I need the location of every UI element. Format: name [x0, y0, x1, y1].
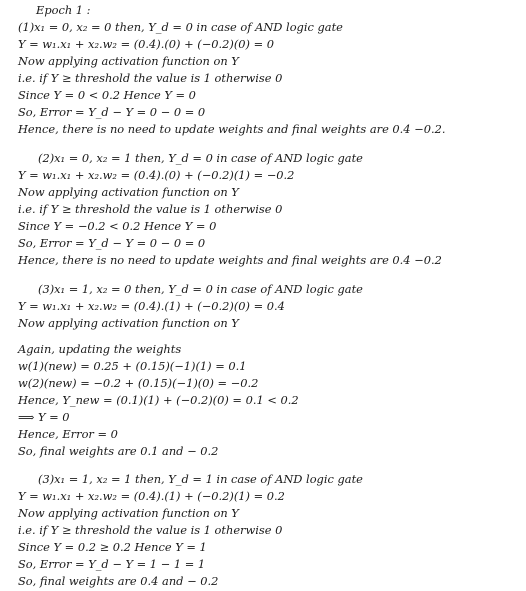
case1-line: (1)x₁ = 0, x₂ = 0 then, Y_d = 0 in case of AND logic gate: [18, 20, 343, 34]
update-line: Again, updating the weights: [18, 342, 182, 356]
case2-line: Hence, there is no need to update weights and final weights are 0.4 −0.2: [18, 253, 442, 267]
case4-line: Since Y = 0.2 ≥ 0.2 Hence Y = 1: [18, 540, 207, 554]
case1-line: Now applying activation function on Y: [18, 54, 239, 68]
update-line: w(1)(new) = 0.25 + (0.15)(−1)(1) = 0.1: [18, 359, 247, 373]
case1-line: Hence, there is no need to update weights and final weights are 0.4 −0.2.: [18, 122, 446, 136]
case4-line: So, final weights are 0.4 and − 0.2: [18, 574, 219, 588]
case4-line: Y = w₁.x₁ + x₂.w₂ = (0.4).(1) + (−0.2)(1) = 0.2: [18, 489, 285, 503]
case1-line: Since Y = 0 < 0.2 Hence Y = 0: [18, 88, 196, 102]
case3-line: (3)x₁ = 1, x₂ = 0 then, Y_d = 0 in case of AND logic gate: [38, 282, 363, 296]
update-line: Hence, Error = 0: [18, 427, 118, 441]
case4-line: Now applying activation function on Y: [18, 506, 239, 520]
case2-line: (2)x₁ = 0, x₂ = 1 then, Y_d = 0 in case of AND logic gate: [38, 151, 363, 165]
update-line: ⟹ Y = 0: [18, 410, 70, 424]
case4-line: i.e. if Y ≥ threshold the value is 1 otherwise 0: [18, 523, 283, 537]
case3-line: Y = w₁.x₁ + x₂.w₂ = (0.4).(1) + (−0.2)(0) = 0.4: [18, 299, 285, 313]
case3-line: Now applying activation function on Y: [18, 316, 239, 330]
case2-line: Now applying activation function on Y: [18, 185, 239, 199]
case2-line: So, Error = Y_d − Y = 0 − 0 = 0: [18, 236, 206, 250]
case4-line: (3)x₁ = 1, x₂ = 1 then, Y_d = 1 in case of AND logic gate: [38, 472, 363, 486]
update-line: w(2)(new) = −0.2 + (0.15)(−1)(0) = −0.2: [18, 376, 259, 390]
case4-line: So, Error = Y_d − Y = 1 − 1 = 1: [18, 557, 206, 571]
case2-line: Since Y = −0.2 < 0.2 Hence Y = 0: [18, 219, 217, 233]
epoch-title: Epoch 1 :: [36, 3, 91, 17]
case1-line: Y = w₁.x₁ + x₂.w₂ = (0.4).(0) + (−0.2)(0) = 0: [18, 37, 274, 51]
case1-line: So, Error = Y_d − Y = 0 − 0 = 0: [18, 105, 206, 119]
case1-line: i.e. if Y ≥ threshold the value is 1 otherwise 0: [18, 71, 283, 85]
case2-line: i.e. if Y ≥ threshold the value is 1 otherwise 0: [18, 202, 283, 216]
update-line: So, final weights are 0.1 and − 0.2: [18, 444, 219, 458]
case2-line: Y = w₁.x₁ + x₂.w₂ = (0.4).(0) + (−0.2)(1) = −0.2: [18, 168, 295, 182]
update-line: Hence, Y_new = (0.1)(1) + (−0.2)(0) = 0.1 < 0.2: [18, 393, 299, 407]
